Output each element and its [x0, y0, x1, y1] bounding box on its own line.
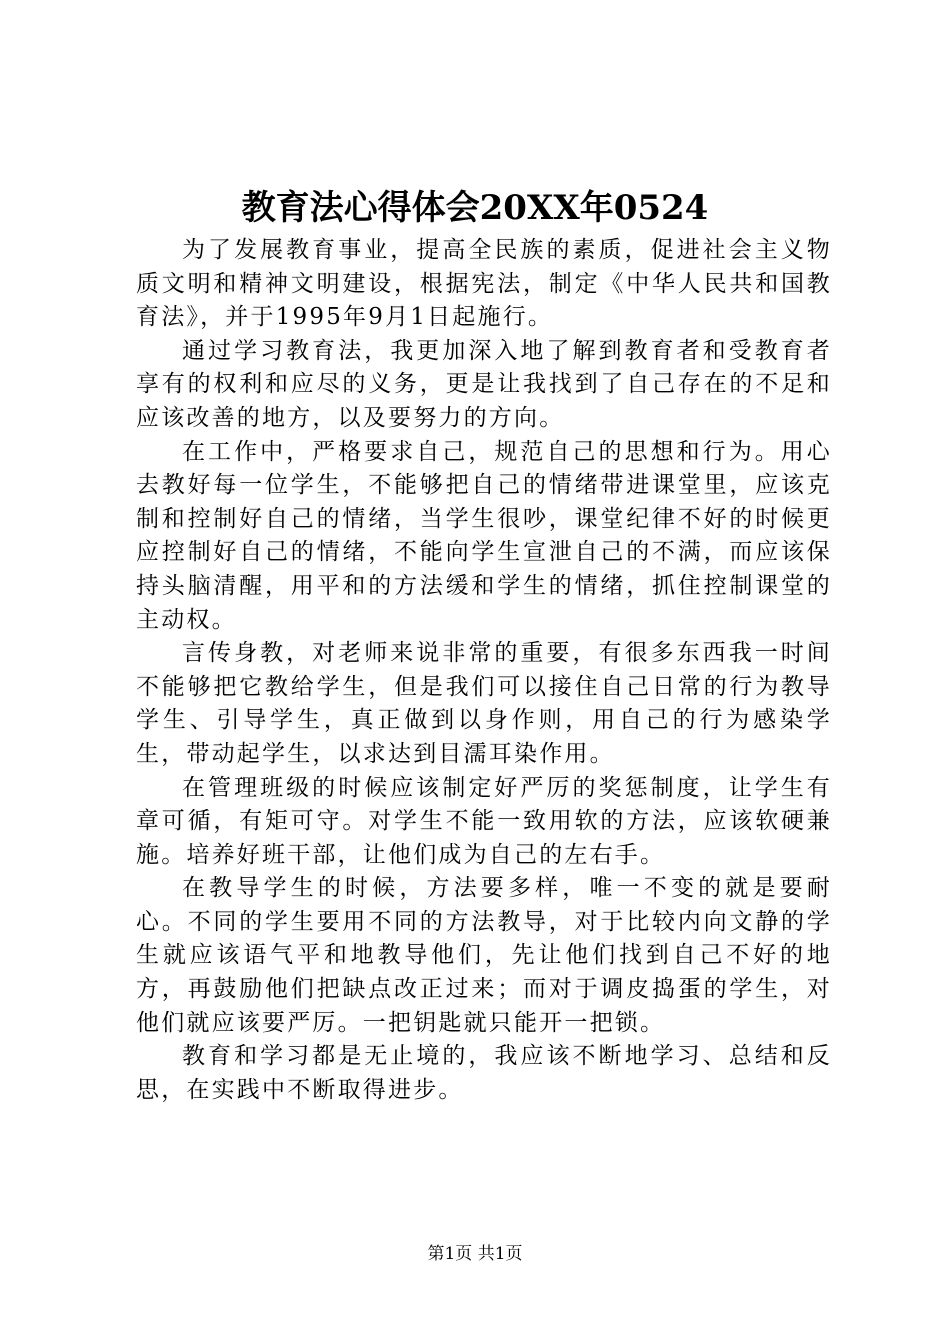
paragraph-2: 通过学习教育法，我更加深入地了解到教育者和受教育者享有的权利和应尽的义务，更是让我找到了自己存在的不足和应该改善的地方，以及要努力的方向。 [136, 337, 832, 431]
paragraph-3: 在工作中，严格要求自己，规范自己的思想和行为。用心去教好每一位学生，不能够把自己的情绪带进课堂里，应该克制和控制好自己的情绪，当学生很吵，课堂纪律不好的时候更应控制好自己的情绪，不能向学生宣泄自己的不满，而应该保持头脑清醒，用平和的方法缓和学生的情绪，抓住控制课堂的主动权。 [136, 438, 832, 633]
document-title: 教育法心得体会20XX年0524 [241, 188, 709, 228]
paragraph-4: 言传身教，对老师来说非常的重要，有很多东西我一时间不能够把它教给学生，但是我们可以接住自己日常的行为教导学生、引导学生，真正做到以身作则，用自己的行为感染学生，带动起学生，以求达到目濡耳染作用。 [136, 640, 832, 767]
paragraph-5: 在管理班级的时候应该制定好严厉的奖惩制度，让学生有章可循，有矩可守。对学生不能一致用软的方法，应该软硬兼施。培养好班干部，让他们成为自己的左右手。 [136, 774, 832, 868]
paragraph-1: 为了发展教育事业，提高全民族的素质，促进社会主义物质文明和精神文明建设，根据宪法，制定《中华人民共和国教育法》，并于1995年9月1日起施行。 [136, 237, 832, 331]
page-footer: 第1页 共1页 [427, 1244, 523, 1264]
paragraph-6: 在教导学生的时候，方法要多样，唯一不变的就是要耐心。不同的学生要用不同的方法教导，对于比较内向文静的学生就应该语气平和地教导他们，先让他们找到自己不好的地方，再鼓励他们把缺点改正过来；而对于调皮捣蛋的学生，对他们就应该要严厉。一把钥匙就只能开一把锁。 [136, 875, 832, 1036]
document-body [136, 234, 832, 1107]
paragraph-7: 教育和学习都是无止境的，我应该不断地学习、总结和反思，在实践中不断取得进步。 [136, 1043, 832, 1103]
